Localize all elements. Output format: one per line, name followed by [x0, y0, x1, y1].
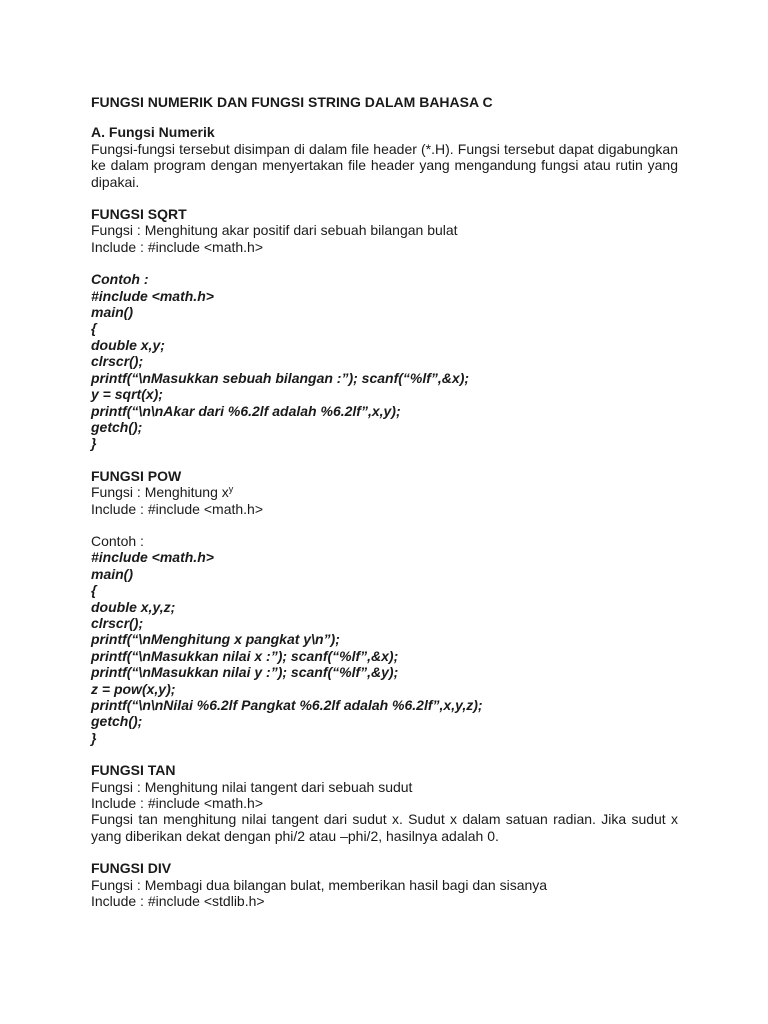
pow-include: Include : #include <math.h> — [91, 500, 264, 517]
tan-heading: FUNGSI TAN — [91, 762, 176, 779]
div-heading: FUNGSI DIV — [91, 860, 172, 877]
tan-include: Include : #include <math.h> — [91, 795, 264, 812]
code-line: printf(“\n\nNilai %6.2lf Pangkat %6.2lf adalah %6.2lf”,x,y,z); — [91, 697, 483, 713]
code-line: getch(); — [91, 713, 143, 730]
code-line: double x,y; — [91, 336, 165, 353]
pow-heading: FUNGSI POW — [91, 467, 182, 484]
code-line: main() — [91, 565, 133, 582]
div-include: Include : #include <stdlib.h> — [91, 893, 265, 910]
code-line: y = sqrt(x); — [91, 386, 163, 403]
pow-fungsi-text: Fungsi : Menghitung x — [91, 484, 229, 501]
pow-fungsi — [91, 484, 678, 500]
pow-fungsi-superscript: y — [228, 484, 234, 495]
code-line: printf(“\n\nAkar dari %6.2lf adalah %6.2lf”,x,y); — [91, 402, 401, 419]
sqrt-contoh-label: Contoh : — [91, 271, 149, 288]
pow-code-block — [91, 549, 678, 746]
pow-contoh-label: Contoh : — [91, 532, 144, 549]
code-line: double x,y,z; — [91, 598, 176, 615]
code-line: printf(“\nMenghitung x pangkat y\n”); — [91, 631, 340, 648]
code-line: { — [91, 320, 97, 337]
tan-fungsi: Fungsi : Menghitung nilai tangent dari sebuah sudut — [91, 778, 413, 795]
code-line: printf(“\nMasukkan nilai y :”); scanf(“%lf”,&y); — [91, 664, 399, 681]
code-line: main() — [91, 304, 133, 321]
code-line: #include <math.h> — [91, 287, 214, 304]
code-line: { — [91, 582, 97, 599]
code-line: printf(“\nMasukkan nilai x :”); scanf(“%lf”,&x); — [91, 647, 399, 664]
code-line: clrscr(); — [91, 614, 144, 631]
sqrt-include: Include : #include <math.h> — [91, 238, 264, 255]
document-title: FUNGSI NUMERIK DAN FUNGSI STRING DALAM BAHASA C — [91, 94, 493, 110]
section-a-heading: A. Fungsi Numerik — [91, 124, 215, 141]
code-line: #include <math.h> — [91, 549, 214, 566]
sqrt-fungsi: Fungsi : Menghitung akar positif dari sebuah bilangan bulat — [91, 222, 458, 239]
div-fungsi: Fungsi : Membagi dua bilangan bulat, memberikan hasil bagi dan sisanya — [91, 876, 548, 893]
sqrt-heading: FUNGSI SQRT — [91, 206, 187, 223]
code-line: printf(“\nMasukkan sebuah bilangan :”); scanf(“%lf”,&x); — [91, 369, 470, 386]
tan-description: Fungsi tan menghitung nilai tangent dari sudut x. Sudut x dalam satuan radian. Jika sudut x yang diberikan dekat dengan phi/2 atau –phi/2, hasilnya adalah 0. — [91, 811, 678, 844]
code-line: getch(); — [91, 418, 143, 435]
code-line: z = pow(x,y); — [91, 680, 176, 697]
document-page — [91, 94, 678, 909]
code-line: } — [91, 729, 97, 746]
code-line: clrscr(); — [91, 353, 144, 370]
section-a-intro: Fungsi-fungsi tersebut disimpan di dalam file header (*.H). Fungsi tersebut dapat digabungkan ke dalam program dengan menyertakan file header yang mengandung fungsi atau rutin yang dipakai. — [91, 140, 678, 190]
sqrt-code-block — [91, 288, 678, 452]
code-line: } — [91, 435, 97, 452]
